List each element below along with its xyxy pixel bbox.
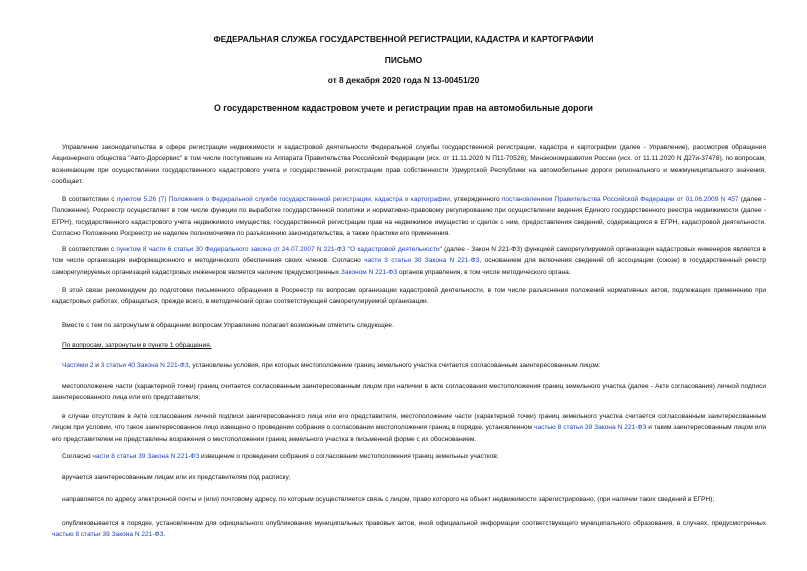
text-segment: (далее - Закон N 221-ФЗ) функцией саморегулируемой организации кадастровых инженеров является в том числе организация информационного и методического обеспечения своих членов. Согласно	[52, 246, 766, 265]
paragraph-1: Управление законодательства в сфере регистрации недвижимости и кадастровой деятельности Федеральной службы государственной регистрации, кадастра и картографии (далее - Управление), рассмотрев обращения Акционерного общества "Авто-Дорсервис" в том числе поступившие из Аппарата Правительства Российской Федерации (исх. от 11.11.2020 N П11-70526), Минэкономразвития России (исх. от 11.11.2020 N Д27и-37478), по вопросам, возникающим при осуществлении государственного кадастрового учета и государственной регистрации прав собственности Удмуртской Республики на автомобильные дороги регионального и межмуниципального значения, сообщает.	[52, 144, 766, 185]
text-segment: Согласно	[62, 453, 93, 460]
link-part-8-article-39[interactable]: частью 8 статьи 39 Закона N 221-ФЗ	[52, 531, 164, 539]
text-segment: опубликовывается в порядке, установленном для официального опубликования муниципальных правовых актов, иной официальной информации соответствующего муниципального образования, в случаях, предусмотренных	[62, 520, 766, 527]
paragraph-4: В этой связи рекомендуем до подготовки письменного обращения в Росреестр по вопросам организации кадастровой деятельности, в том числе разъяснения положений нормативных актов, подлежащих применению при кадастровых работах, обращаться, прежде всего, в методический орган соответствующей саморегулируемой организации.	[52, 287, 766, 306]
link-federal-law-article[interactable]: пунктом 8 части 6 статьи 30 Федерального закона от 24.07.2007 N 221-ФЗ "О кадастровой деятельности"	[116, 246, 442, 253]
text-segment: извещение о проведении собрания о согласовании местоположения границ земельных участков:	[199, 453, 499, 460]
text-segment: В соответствии с	[62, 246, 117, 253]
paragraph-13	[52, 518, 766, 541]
text-segment: , установлены условия, при которых местоположение границ земельного участка считается согласованным заинтересованным лицом:	[188, 362, 601, 369]
paragraph-12: направляется по адресу электронной почты и (или) почтовому адресу, по которым осуществляется связь с лицом, право которого на объект недвижимости зарегистрировано, (при наличии таких сведений в ЕГРН);	[62, 496, 715, 503]
paragraph-6	[52, 340, 766, 351]
link-regulation-clause[interactable]: пунктом 5.26 (7) Положения о Федеральной службе государственной регистрации, кадастра и картографии	[116, 196, 450, 203]
document-type: ПИСЬМО	[384, 55, 423, 65]
paragraph-3	[52, 244, 766, 278]
text-segment: , основанием для включения сведений об ассоциации (союзе) в государственный реестр саморегулируемых организаций кадастровых инженеров является наличие предусмотренных	[52, 257, 767, 276]
text-segment: органов управления, в том числе методического органа.	[397, 268, 571, 276]
link-part-8-article-39[interactable]: части 8 статьи 39 Закона N 221-ФЗ	[92, 453, 200, 460]
paragraph-11: вручается заинтересованным лицам или их представителям под расписку;	[62, 474, 291, 481]
paragraph-9	[52, 411, 766, 445]
paragraph-10	[52, 451, 766, 462]
link-part-8-article-39[interactable]: частью 8 статьи 39 Закона N 221-ФЗ	[534, 424, 647, 432]
document-date-number: от 8 декабря 2020 года N 13-00451/20	[327, 75, 480, 85]
paragraph-8: местоположение части (характерной точки) границ считается согласованным заинтересованным лицом при наличии в акте согласования местоположения границ земельного участка (далее - Акте согласования) личной подписи заинтересованного лица или его представителя;	[52, 383, 766, 402]
section-heading: По вопросам, затронутым в пункте 1 обращения.	[62, 342, 212, 349]
paragraph-5: Вместе с тем по затронутым в обращении вопросам Управление полагает возможным отметить следующее.	[62, 322, 394, 329]
text-segment: (далее - Положение), Росреестр осуществляет в том числе функции по выработке государственной политики и нормативно-правовому регулированию при осуществлении ведения Единого государственного реестра недвижимости (далее - ЕГРН), государственного кадастрового учета недвижимого имущества, государственной регистрации прав на недвижимое имущество и сделок с ним, предоставления сведений, содержащихся в ЕГРН, кадастровой деятельности. Согласно Положению Росреестр не наделен полномочиями по разъяснению законодательства, а также практики его применения.	[52, 196, 766, 237]
agency-heading: ФЕДЕРАЛЬНАЯ СЛУЖБА ГОСУДАРСТВЕННОЙ РЕГИСТРАЦИИ, КАДАСТРА И КАРТОГРАФИИ	[213, 34, 594, 44]
text-segment: и	[93, 362, 101, 369]
text-segment: .	[163, 531, 166, 539]
paragraph-2	[52, 194, 766, 239]
link-article-40[interactable]: 3 статьи 40 Закона N 221-ФЗ	[100, 362, 189, 369]
link-law-221[interactable]: Законом N 221-ФЗ	[340, 268, 398, 276]
link-parts-2[interactable]: Частями 2	[62, 362, 94, 369]
text-segment: , утвержденного	[449, 196, 502, 203]
text-segment: в случае отсутствия в Акте согласования личной подписи заинтересованного лица или его представителя, местоположение части (характерной точки) границ земельного участка считается согласованным заинтересованным лицом при условии, что такое заинтересованное лицо извещено о проведении собрания о согласовании местоположения границ в порядке, установленном	[52, 413, 766, 432]
document-subject: О государственном кадастровом учете и регистрации прав на автомобильные дороги	[214, 103, 593, 113]
link-government-decree[interactable]: постановлением Правительства Российской Федерации от 01.06.2009 N 457	[501, 196, 739, 203]
link-law-part-3-article-30[interactable]: части 3 статьи 30 Закона N 221-ФЗ	[364, 257, 480, 265]
paragraph-7	[52, 360, 766, 371]
text-segment: В соответствии с	[62, 196, 117, 203]
text-segment: и таким заинтересованным лицом или его представителем не представлены возражения о местоположении границ земельного участка в письменной форме с их обоснованием.	[52, 424, 766, 443]
